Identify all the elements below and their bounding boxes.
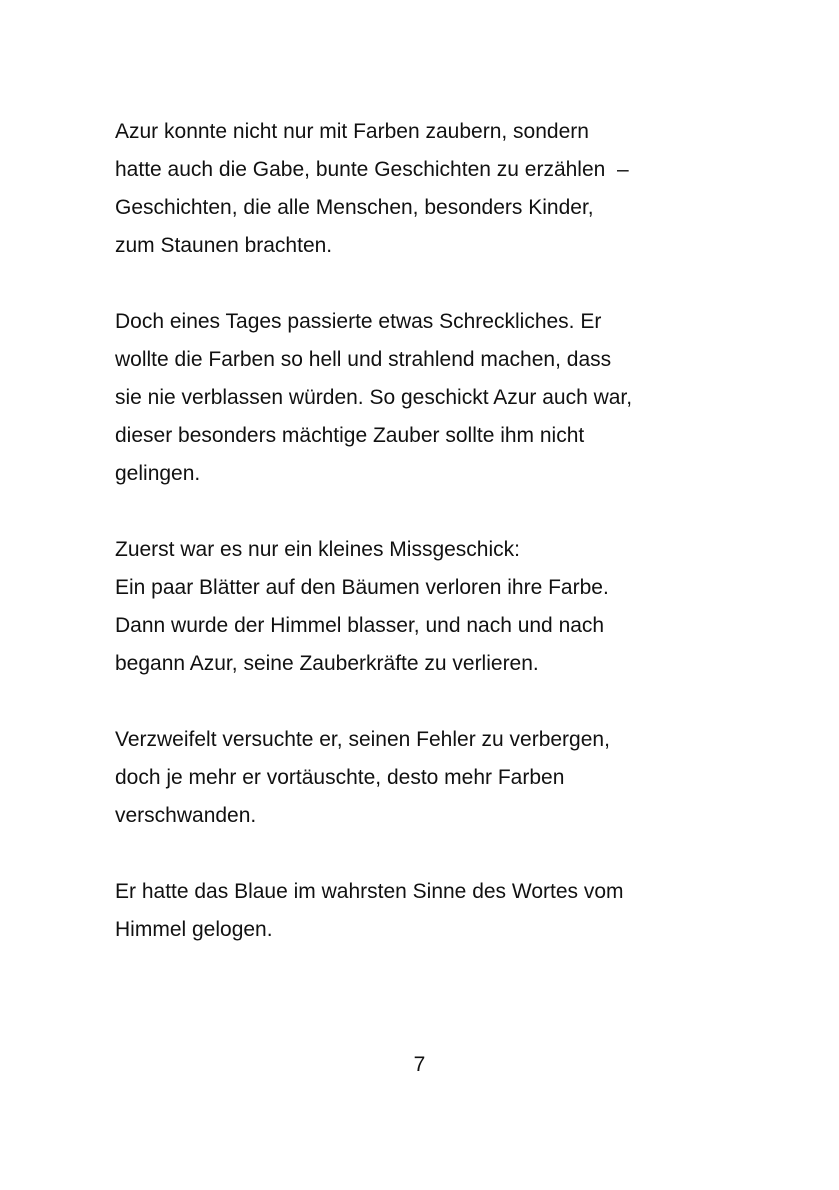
text-line: Himmel gelogen. bbox=[115, 918, 273, 941]
paragraph-1 bbox=[115, 113, 715, 265]
text-line: Geschichten, die alle Menschen, besonders Kinder, bbox=[115, 196, 594, 219]
paragraph-4 bbox=[115, 721, 715, 835]
text-line: doch je mehr er vortäuschte, desto mehr Farben bbox=[115, 766, 565, 789]
paragraph-5 bbox=[115, 873, 715, 949]
text-line: Doch eines Tages passierte etwas Schreckliches. Er bbox=[115, 310, 602, 333]
text-line: zum Staunen brachten. bbox=[115, 234, 333, 257]
paragraph-2 bbox=[115, 303, 715, 493]
text-line: gelingen. bbox=[115, 462, 201, 485]
text-line: Zuerst war es nur ein kleines Missgeschick: bbox=[115, 538, 520, 561]
text-line: wollte die Farben so hell und strahlend machen, dass bbox=[115, 348, 612, 371]
text-line: sie nie verblassen würden. So geschickt Azur auch war, bbox=[115, 386, 633, 409]
paragraph-3 bbox=[115, 531, 715, 683]
text-line: hatte auch die Gabe, bunte Geschichten zu erzählen – bbox=[115, 158, 629, 181]
text-line: Ein paar Blätter auf den Bäumen verloren ihre Farbe. bbox=[115, 576, 609, 599]
page-number: 7 bbox=[413, 1053, 426, 1076]
text-line: Verzweifelt versuchte er, seinen Fehler zu verbergen, bbox=[115, 728, 610, 751]
text-line: Dann wurde der Himmel blasser, und nach und nach bbox=[115, 614, 605, 637]
text-line: dieser besonders mächtige Zauber sollte ihm nicht bbox=[115, 424, 585, 447]
text-line: Er hatte das Blaue im wahrsten Sinne des Wortes vom bbox=[115, 880, 624, 903]
text-line: verschwanden. bbox=[115, 804, 257, 827]
text-line: begann Azur, seine Zauberkräfte zu verlieren. bbox=[115, 652, 539, 675]
text-line: Azur konnte nicht nur mit Farben zaubern, sondern bbox=[115, 120, 589, 143]
